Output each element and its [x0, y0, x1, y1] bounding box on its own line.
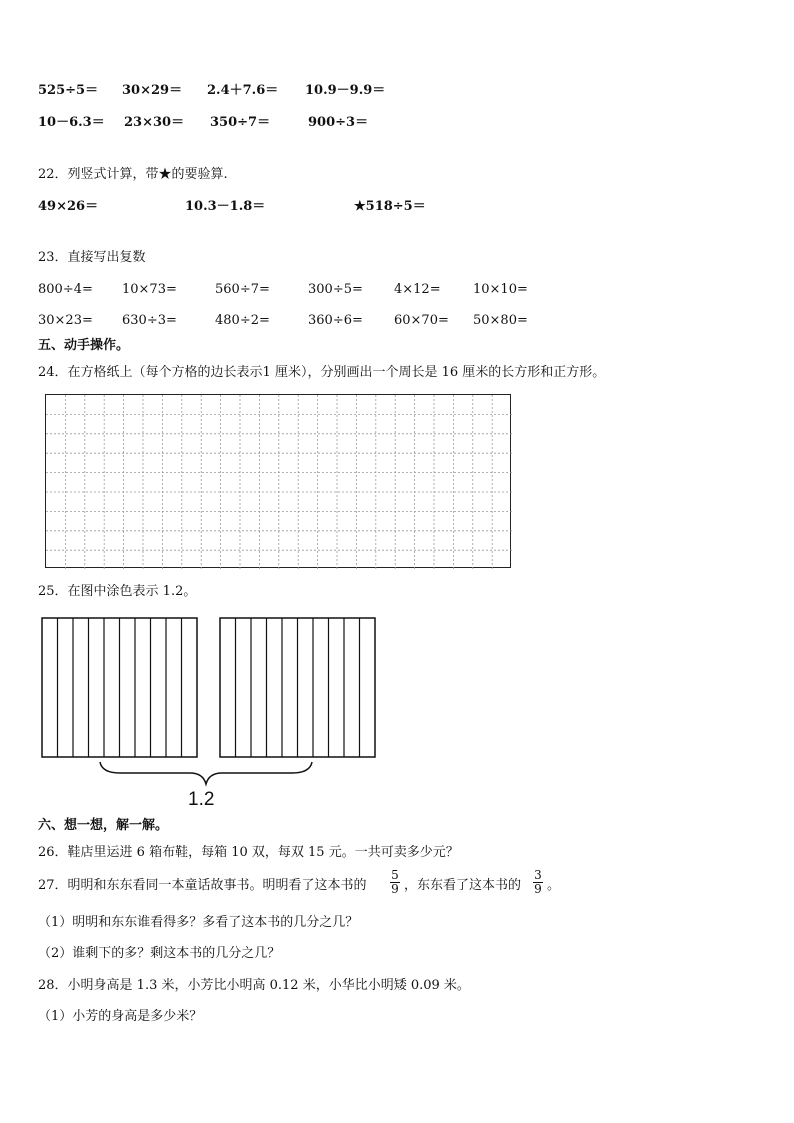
- fraction-denominator: 9: [391, 882, 399, 896]
- section-5-heading: 五、动手操作。: [38, 338, 130, 353]
- q23-item: 360÷6=: [308, 313, 363, 328]
- calc-item: 2.4＋7.6＝: [207, 83, 279, 98]
- q23-item: 10×10=: [473, 282, 528, 297]
- fraction-numerator: 5: [391, 868, 399, 882]
- q27-prefix: 27．明明和东东看同一本童话故事书。明明看了这本书的: [38, 878, 367, 893]
- q27-suffix: 。: [547, 878, 561, 893]
- question-27-title: [38, 867, 758, 907]
- question-27-sub2: （2）谁剩下的多？剩这本书的几分之几？: [38, 946, 281, 961]
- calc-item: 10－6.3＝: [38, 115, 105, 130]
- q23-item: 60×70=: [394, 313, 449, 328]
- calc-item: 900÷3＝: [308, 115, 369, 130]
- q22-item: ★518÷5＝: [354, 199, 426, 214]
- question-28-sub1: （1）小芳的身高是多少米？: [38, 1009, 203, 1024]
- q23-item: 10×73=: [122, 282, 177, 297]
- decimal-strip-diagram: [40, 616, 380, 806]
- q23-item: 630÷3=: [122, 313, 177, 328]
- fraction-3-9: [533, 869, 543, 896]
- q22-item: 49×26＝: [38, 199, 99, 214]
- strip-caption: 1.2: [188, 789, 215, 810]
- q23-item: 30×23=: [38, 313, 93, 328]
- calc-item: 525÷5＝: [38, 83, 99, 98]
- q22-item: 10.3－1.8＝: [185, 199, 266, 214]
- curly-brace: [100, 762, 312, 784]
- question-27-sub1: （1）明明和东东谁看得多？多看了这本书的几分之几？: [38, 915, 359, 930]
- calc-item: 23×30＝: [124, 115, 185, 130]
- calc-item: 10.9－9.9＝: [305, 83, 386, 98]
- question-25-title: 25．在图中涂色表示 1.2。: [38, 584, 197, 599]
- question-23-title: 23．直接写出复数: [38, 250, 146, 265]
- fraction-denominator: 9: [534, 882, 542, 896]
- fraction-5-9: [390, 869, 400, 896]
- fraction-numerator: 3: [534, 868, 542, 882]
- q23-item: 800÷4=: [38, 282, 93, 297]
- q23-item: 480÷2=: [215, 313, 270, 328]
- square-grid-paper: [45, 394, 511, 568]
- calc-item: 30×29＝: [122, 83, 183, 98]
- q23-item: 4×12=: [394, 282, 441, 297]
- question-22-title: 22．列竖式计算，带★的要验算.: [38, 167, 228, 182]
- question-28: 28．小明身高是 1.3 米，小芳比小明高 0.12 米，小华比小明矮 0.09 米。: [38, 978, 470, 993]
- q23-item: 300÷5=: [308, 282, 363, 297]
- grid-lines: [46, 395, 512, 569]
- q23-item: 50×80=: [473, 313, 528, 328]
- calc-item: 350÷7＝: [210, 115, 271, 130]
- question-24-title: 24．在方格纸上（每个方格的边长表示1 厘米），分别画出一个周长是 16 厘米的长方形和正方形。: [38, 365, 606, 380]
- question-26: 26．鞋店里运进 6 箱布鞋，每箱 10 双，每双 15 元。一共可卖多少元？: [38, 845, 459, 860]
- section-6-heading: 六、想一想，解一解。: [38, 818, 169, 833]
- q27-middle: ，东东看了这本书的: [404, 878, 522, 893]
- q23-item: 560÷7=: [215, 282, 270, 297]
